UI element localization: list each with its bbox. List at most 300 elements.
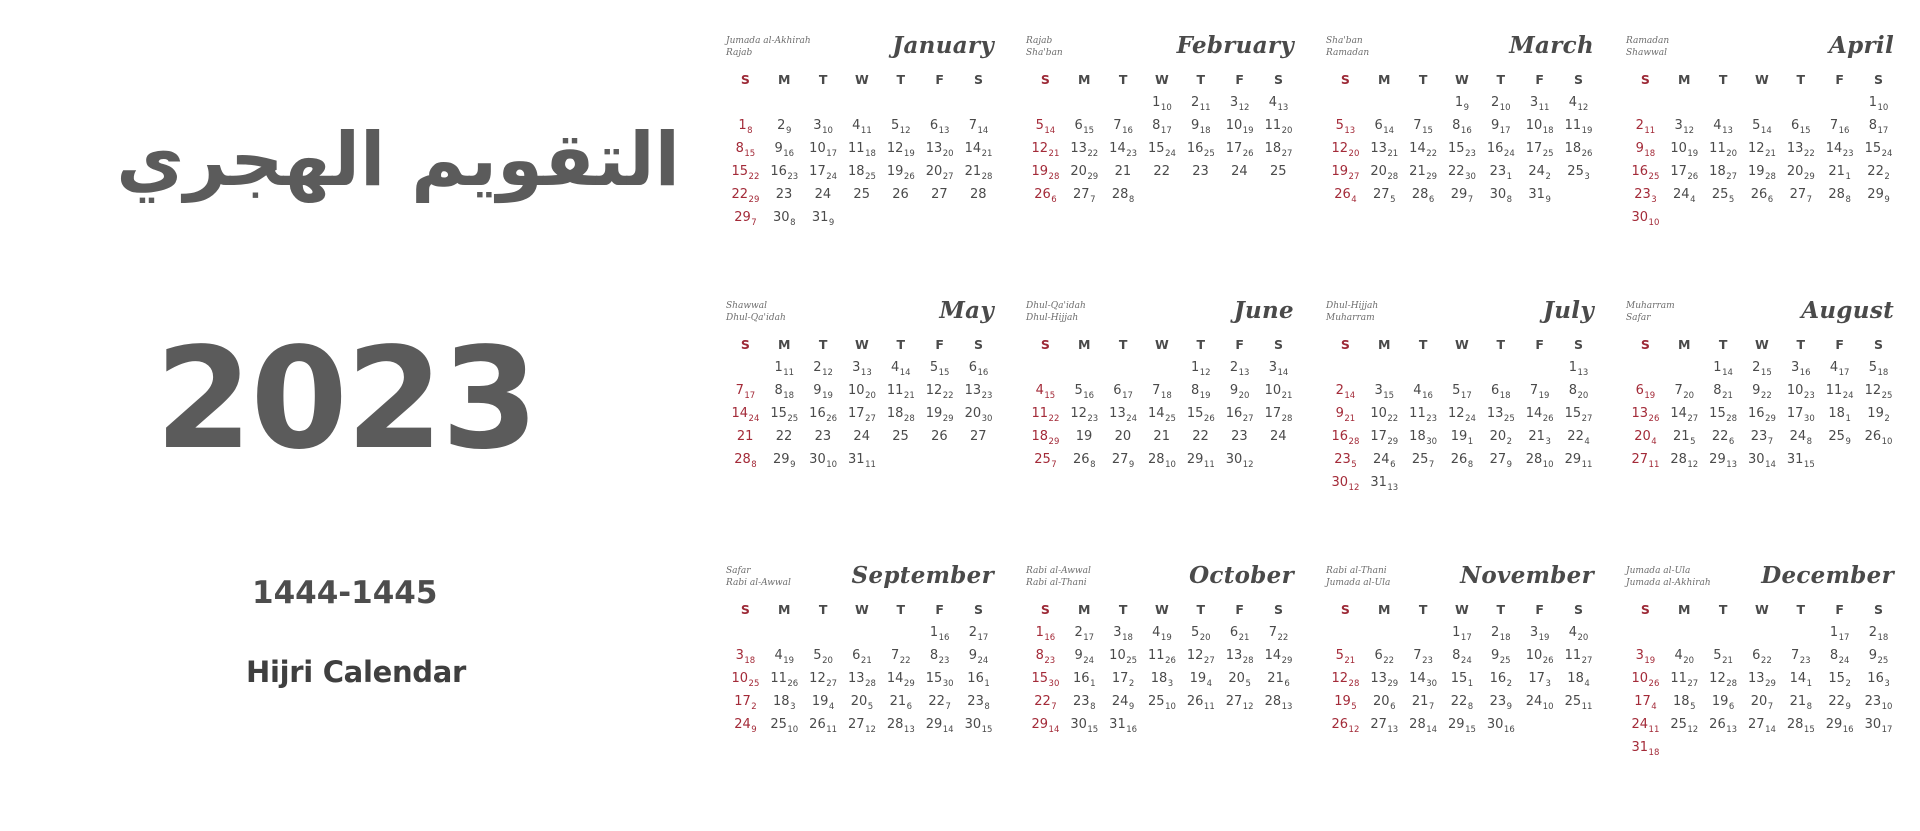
day-number[interactable]: $9_{25}$	[1868, 648, 1889, 666]
day-number[interactable]: $20_4$	[1634, 429, 1657, 447]
day-number[interactable]: $2_9$	[777, 118, 792, 136]
day-number[interactable]: $31_{11}$	[848, 452, 876, 470]
day-number[interactable]: $15_2$	[1828, 671, 1851, 689]
day-number[interactable]: $10_{18}$	[1525, 118, 1554, 136]
day-number[interactable]: $10_{17}$	[809, 141, 838, 159]
day-number[interactable]: $3_{12}$	[1674, 118, 1695, 136]
day-number[interactable]: $16_1$	[967, 671, 990, 689]
day-number[interactable]: $12_{20}$	[1331, 141, 1360, 159]
day-number[interactable]: $2_{11}$	[1635, 118, 1656, 136]
day-number[interactable]: $30_8$	[773, 210, 796, 228]
day-number[interactable]: $17_{25}$	[1525, 141, 1554, 159]
day-number[interactable]: $6_{13}$	[929, 118, 950, 136]
day-number[interactable]: $17_{30}$	[1786, 406, 1815, 424]
day-number[interactable]: $9_{20}$	[1229, 383, 1250, 401]
day-number[interactable]: $7_{22}$	[1268, 625, 1289, 643]
day-number[interactable]: $28_8$	[734, 452, 757, 470]
day-number[interactable]: $5_{20}$	[1190, 625, 1211, 643]
day-number[interactable]: $14_{22}$	[1409, 141, 1438, 159]
day-number[interactable]: $29_9$	[773, 452, 796, 470]
day-number[interactable]: $14_1$	[1789, 671, 1813, 689]
day-number[interactable]: $21_6$	[1267, 671, 1290, 689]
day-number[interactable]: $25_9$	[1828, 429, 1851, 447]
day-number[interactable]: $19_{28}$	[1031, 164, 1060, 182]
day-number[interactable]: 24	[853, 429, 870, 444]
day-number[interactable]: $11_{26}$	[1148, 648, 1176, 666]
day-number[interactable]: $17_{24}$	[809, 164, 838, 182]
day-number[interactable]: $2_{15}$	[1752, 360, 1772, 378]
day-number[interactable]: $15_{30}$	[1031, 671, 1060, 689]
day-number[interactable]: $17_2$	[734, 694, 757, 712]
day-number[interactable]: $8_{15}$	[735, 141, 756, 159]
day-number[interactable]: $19_4$	[1189, 671, 1213, 689]
day-number[interactable]: $25_{12}$	[1670, 717, 1699, 735]
day-number[interactable]: $19_6$	[1711, 694, 1735, 712]
day-number[interactable]: $9_{22}$	[1752, 383, 1772, 401]
day-number[interactable]: $28_6$	[1411, 187, 1435, 205]
day-number[interactable]: $8_{20}$	[1568, 383, 1589, 401]
day-number[interactable]: $10_{19}$	[1670, 141, 1699, 159]
day-number[interactable]: $16_{24}$	[1486, 141, 1515, 159]
day-number[interactable]: $24_{10}$	[1525, 694, 1554, 712]
day-number[interactable]: $25_7$	[1034, 452, 1057, 470]
day-number[interactable]: $27_{12}$	[1225, 694, 1254, 712]
day-number[interactable]: 21	[1153, 429, 1170, 444]
day-number[interactable]: $13_{24}$	[1109, 406, 1138, 424]
day-number[interactable]: $1_9$	[1454, 95, 1470, 113]
day-number[interactable]: $26_4$	[1334, 187, 1357, 205]
day-number[interactable]: $27_9$	[1489, 452, 1513, 470]
day-number[interactable]: $10_{26}$	[1631, 671, 1660, 689]
day-number[interactable]: $23_7$	[1750, 429, 1774, 447]
day-number[interactable]: $3_{14}$	[1268, 360, 1289, 378]
day-number[interactable]: $31_{16}$	[1109, 717, 1138, 735]
day-number[interactable]: $5_{13}$	[1335, 118, 1356, 136]
day-number[interactable]: $13_{29}$	[1370, 671, 1399, 689]
day-number[interactable]: $14_{27}$	[1670, 406, 1699, 424]
day-number[interactable]: $25_5$	[1711, 187, 1735, 205]
day-number[interactable]: $18_{30}$	[1409, 429, 1438, 447]
day-number[interactable]: $21_5$	[1673, 429, 1696, 447]
day-number[interactable]: $31_9$	[1528, 187, 1551, 205]
day-number[interactable]: $31_{15}$	[1786, 452, 1815, 470]
day-number[interactable]: $13_{28}$	[848, 671, 876, 689]
day-number[interactable]: $2_{13}$	[1229, 360, 1250, 378]
day-number[interactable]: $16_1$	[1073, 671, 1096, 689]
day-number[interactable]: $11_{26}$	[770, 671, 799, 689]
day-number[interactable]: $6_{18}$	[1490, 383, 1511, 401]
day-number[interactable]: $26_{11}$	[809, 717, 838, 735]
day-number[interactable]: $13_{25}$	[1486, 406, 1515, 424]
day-number[interactable]: $10_{20}$	[848, 383, 876, 401]
day-number[interactable]: $13_{23}$	[964, 383, 993, 401]
day-number[interactable]: $10_{21}$	[1264, 383, 1293, 401]
day-number[interactable]: $27_5$	[1373, 187, 1396, 205]
day-number[interactable]: $8_{18}$	[774, 383, 795, 401]
day-number[interactable]: $28_{15}$	[1786, 717, 1815, 735]
day-number[interactable]: $18_{26}$	[1564, 141, 1593, 159]
day-number[interactable]: $7_{16}$	[1113, 118, 1133, 136]
day-number[interactable]: $26_{10}$	[1864, 429, 1893, 447]
day-number[interactable]: $5_{14}$	[1035, 118, 1056, 136]
day-number[interactable]: $20_{29}$	[1070, 164, 1099, 182]
day-number[interactable]: $4_{17}$	[1829, 360, 1850, 378]
day-number[interactable]: 24	[814, 187, 832, 202]
day-number[interactable]: $28_8$	[1111, 187, 1135, 205]
day-number[interactable]: $29_{11}$	[1564, 452, 1593, 470]
day-number[interactable]: $15_{28}$	[1709, 406, 1738, 424]
day-number[interactable]: $8_{24}$	[1452, 648, 1472, 666]
day-number[interactable]: $6_{15}$	[1790, 118, 1811, 136]
day-number[interactable]: $28_8$	[1828, 187, 1851, 205]
day-number[interactable]: $21_{29}$	[1409, 164, 1438, 182]
day-number[interactable]: $12_{25}$	[1864, 383, 1893, 401]
day-number[interactable]: $14_{26}$	[1525, 406, 1554, 424]
day-number[interactable]: $14_{23}$	[1109, 141, 1138, 159]
day-number[interactable]: $30_{15}$	[1070, 717, 1099, 735]
day-number[interactable]: $15_{30}$	[925, 671, 954, 689]
day-number[interactable]: $25_7$	[1411, 452, 1435, 470]
day-number[interactable]: $22_2$	[1867, 164, 1890, 182]
day-number[interactable]: $10_{22}$	[1370, 406, 1399, 424]
day-number[interactable]: $12_{24}$	[1448, 406, 1476, 424]
day-number[interactable]: $28_{13}$	[886, 717, 915, 735]
day-number[interactable]: $13_{29}$	[1748, 671, 1776, 689]
day-number[interactable]: $7_{23}$	[1790, 648, 1811, 666]
day-number[interactable]: $12_{28}$	[1709, 671, 1738, 689]
day-number[interactable]: $20_{30}$	[964, 406, 993, 424]
day-number[interactable]: $4_{12}$	[1568, 95, 1589, 113]
day-number[interactable]: $27_7$	[1789, 187, 1813, 205]
day-number[interactable]: $3_{19}$	[1529, 625, 1550, 643]
day-number[interactable]: $4_{13}$	[1713, 118, 1733, 136]
day-number[interactable]: $1_{13}$	[1568, 360, 1589, 378]
day-number[interactable]: $30_{12}$	[1225, 452, 1254, 470]
day-number[interactable]: $15_{24}$	[1148, 141, 1176, 159]
day-number[interactable]: $3_{10}$	[813, 118, 833, 136]
day-number[interactable]: $26_{11}$	[1186, 694, 1215, 712]
day-number[interactable]: $19_2$	[1867, 406, 1890, 424]
day-number[interactable]: $19_{26}$	[886, 164, 915, 182]
day-number[interactable]: $29_7$	[734, 210, 757, 228]
day-number[interactable]: $15_{26}$	[1186, 406, 1215, 424]
day-number[interactable]: $14_{30}$	[1409, 671, 1438, 689]
day-number[interactable]: $28_{14}$	[1409, 717, 1438, 735]
day-number[interactable]: $19_{29}$	[925, 406, 954, 424]
day-number[interactable]: $11_{19}$	[1564, 118, 1593, 136]
day-number[interactable]: $2_{10}$	[1490, 95, 1511, 113]
day-number[interactable]: $9_{21}$	[1335, 406, 1356, 424]
day-number[interactable]: $26_6$	[1750, 187, 1774, 205]
day-number[interactable]: $1_8$	[738, 118, 753, 136]
day-number[interactable]: $23_{10}$	[1864, 694, 1893, 712]
day-number[interactable]: $5_{17}$	[1452, 383, 1472, 401]
day-number[interactable]: 21	[736, 429, 754, 444]
day-number[interactable]: $23_8$	[1073, 694, 1096, 712]
day-number[interactable]: $5_{20}$	[813, 648, 833, 666]
day-number[interactable]: 19	[1075, 429, 1093, 444]
day-number[interactable]: $1_{11}$	[774, 360, 795, 378]
day-number[interactable]: $16_{27}$	[1225, 406, 1254, 424]
day-number[interactable]: $27_{12}$	[848, 717, 876, 735]
day-number[interactable]: $28_{10}$	[1525, 452, 1554, 470]
day-number[interactable]: $9_{19}$	[813, 383, 833, 401]
day-number[interactable]: $15_{24}$	[1864, 141, 1893, 159]
day-number[interactable]: $21_6$	[889, 694, 913, 712]
day-number[interactable]: $10_{26}$	[1525, 648, 1554, 666]
day-number[interactable]: 25	[853, 187, 870, 202]
day-number[interactable]: $17_3$	[1528, 671, 1551, 689]
day-number[interactable]: $14_{29}$	[1264, 648, 1293, 666]
day-number[interactable]: $26_6$	[1034, 187, 1057, 205]
day-number[interactable]: $20_2$	[1489, 429, 1513, 447]
day-number[interactable]: $2_{18}$	[1868, 625, 1889, 643]
day-number[interactable]: $12_{23}$	[1070, 406, 1099, 424]
day-number[interactable]: $17_{27}$	[848, 406, 876, 424]
day-number[interactable]: $3_{15}$	[1374, 383, 1395, 401]
day-number[interactable]: $16_{28}$	[1331, 429, 1360, 447]
day-number[interactable]: $24_8$	[1789, 429, 1813, 447]
day-number[interactable]: $9_{18}$	[1635, 141, 1656, 159]
day-number[interactable]: $22_9$	[1828, 694, 1851, 712]
day-number[interactable]: $9_{24}$	[1074, 648, 1095, 666]
day-number[interactable]: $25_{10}$	[1148, 694, 1176, 712]
day-number[interactable]: $18_4$	[1567, 671, 1590, 689]
day-number[interactable]: $28_{10}$	[1148, 452, 1176, 470]
day-number[interactable]: $29_7$	[1450, 187, 1474, 205]
day-number[interactable]: $23_9$	[1489, 694, 1513, 712]
day-number[interactable]: $4_{14}$	[890, 360, 911, 378]
day-number[interactable]: $16_{25}$	[1631, 164, 1660, 182]
day-number[interactable]: $6_{21}$	[852, 648, 872, 666]
day-number[interactable]: $18_{29}$	[1031, 429, 1060, 447]
day-number[interactable]: $20_5$	[850, 694, 874, 712]
day-number[interactable]: $4_{11}$	[852, 118, 872, 136]
day-number[interactable]: $27_{14}$	[1748, 717, 1776, 735]
day-number[interactable]: $19_{27}$	[1331, 164, 1360, 182]
day-number[interactable]: $12_{22}$	[925, 383, 954, 401]
day-number[interactable]: $15_{25}$	[770, 406, 799, 424]
day-number[interactable]: $9_{25}$	[1490, 648, 1511, 666]
day-number[interactable]: $8_{17}$	[1868, 118, 1889, 136]
day-number[interactable]: $6_{22}$	[1752, 648, 1772, 666]
day-number[interactable]: $7_{20}$	[1674, 383, 1695, 401]
day-number[interactable]: $2_{18}$	[1490, 625, 1511, 643]
day-number[interactable]: $4_{20}$	[1568, 625, 1589, 643]
day-number[interactable]: $2_{17}$	[968, 625, 989, 643]
day-number[interactable]: $22_{29}$	[731, 187, 760, 205]
day-number[interactable]: $26_{12}$	[1331, 717, 1360, 735]
day-number[interactable]: $7_{14}$	[968, 118, 989, 136]
day-number[interactable]: $18_3$	[1150, 671, 1174, 689]
day-number[interactable]: $20_6$	[1373, 694, 1396, 712]
day-number[interactable]: $11_{20}$	[1264, 118, 1293, 136]
day-number[interactable]: $29_{11}$	[1186, 452, 1215, 470]
day-number[interactable]: $30_{16}$	[1486, 717, 1515, 735]
day-number[interactable]: $15_1$	[1450, 671, 1474, 689]
day-number[interactable]: $3_{18}$	[1113, 625, 1133, 643]
day-number[interactable]: $7_{22}$	[890, 648, 911, 666]
day-number[interactable]: $20_7$	[1750, 694, 1774, 712]
day-number[interactable]: $12_{27}$	[809, 671, 838, 689]
day-number[interactable]: $3_{19}$	[1635, 648, 1656, 666]
day-number[interactable]: $8_{23}$	[929, 648, 950, 666]
day-number[interactable]: 25	[1270, 164, 1287, 179]
day-number[interactable]: $11_{23}$	[1409, 406, 1438, 424]
day-number[interactable]: $7_{17}$	[735, 383, 756, 401]
day-number[interactable]: $24_9$	[734, 717, 757, 735]
day-number[interactable]: $14_{25}$	[1148, 406, 1176, 424]
day-number[interactable]: $19_{28}$	[1748, 164, 1776, 182]
day-number[interactable]: $23_8$	[967, 694, 990, 712]
day-number[interactable]: $4_{13}$	[1268, 95, 1289, 113]
day-number[interactable]: $20_{29}$	[1786, 164, 1815, 182]
day-number[interactable]: $12_{21}$	[1748, 141, 1776, 159]
day-number[interactable]: $4_{19}$	[774, 648, 795, 666]
day-number[interactable]: $8_{23}$	[1035, 648, 1056, 666]
day-number[interactable]: $2_{11}$	[1190, 95, 1211, 113]
day-number[interactable]: $13_{22}$	[1070, 141, 1099, 159]
day-number[interactable]: $22_{30}$	[1448, 164, 1476, 182]
day-number[interactable]: $8_{16}$	[1452, 118, 1472, 136]
day-number[interactable]: $3_{12}$	[1229, 95, 1250, 113]
day-number[interactable]: $3_{16}$	[1790, 360, 1811, 378]
day-number[interactable]: $5_{18}$	[1868, 360, 1889, 378]
day-number[interactable]: $13_{22}$	[1786, 141, 1815, 159]
day-number[interactable]: 26	[892, 187, 909, 202]
day-number[interactable]: $11_{27}$	[1564, 648, 1593, 666]
day-number[interactable]: $16_{29}$	[1748, 406, 1776, 424]
day-number[interactable]: $17_{29}$	[1370, 429, 1399, 447]
day-number[interactable]: $31_9$	[811, 210, 835, 228]
day-number[interactable]: $17_{26}$	[1225, 141, 1254, 159]
day-number[interactable]: $1_{10}$	[1152, 95, 1172, 113]
day-number[interactable]: $26_{13}$	[1709, 717, 1738, 735]
day-number[interactable]: 22	[775, 429, 793, 444]
day-number[interactable]: $7_{18}$	[1152, 383, 1172, 401]
day-number[interactable]: $13_{26}$	[1631, 406, 1660, 424]
day-number[interactable]: $15_{22}$	[731, 164, 760, 182]
day-number[interactable]: $6_{22}$	[1374, 648, 1395, 666]
day-number[interactable]: $20_{27}$	[925, 164, 954, 182]
day-number[interactable]: $30_{17}$	[1864, 717, 1893, 735]
day-number[interactable]: $20_{28}$	[1370, 164, 1399, 182]
day-number[interactable]: $6_{19}$	[1635, 383, 1656, 401]
day-number[interactable]: $21_1$	[1828, 164, 1851, 182]
day-number[interactable]: $18_{25}$	[848, 164, 876, 182]
day-number[interactable]: $11_{22}$	[1031, 406, 1060, 424]
day-number[interactable]: $13_{21}$	[1370, 141, 1399, 159]
day-number[interactable]: $16_3$	[1867, 671, 1890, 689]
day-number[interactable]: $14_{29}$	[886, 671, 915, 689]
day-number[interactable]: $20_5$	[1228, 671, 1251, 689]
day-number[interactable]: $24_{11}$	[1631, 717, 1660, 735]
day-number[interactable]: $21_8$	[1789, 694, 1813, 712]
day-number[interactable]: $23_1$	[1489, 164, 1513, 182]
day-number[interactable]: $4_{19}$	[1152, 625, 1172, 643]
day-number[interactable]: $1_{16}$	[929, 625, 950, 643]
day-number[interactable]: $9_{17}$	[1490, 118, 1511, 136]
day-number[interactable]: $8_{21}$	[1713, 383, 1733, 401]
day-number[interactable]: $11_{24}$	[1825, 383, 1854, 401]
day-number[interactable]: $11_{20}$	[1709, 141, 1738, 159]
day-number[interactable]: $18_1$	[1828, 406, 1851, 424]
day-number[interactable]: $1_{10}$	[1868, 95, 1889, 113]
day-number[interactable]: $1_{12}$	[1190, 360, 1211, 378]
day-number[interactable]: $8_{19}$	[1190, 383, 1211, 401]
day-number[interactable]: $4_{16}$	[1413, 383, 1433, 401]
day-number[interactable]: 27	[931, 187, 948, 202]
day-number[interactable]: $29_{13}$	[1709, 452, 1738, 470]
day-number[interactable]: $6_{15}$	[1074, 118, 1095, 136]
day-number[interactable]: $18_{27}$	[1264, 141, 1293, 159]
day-number[interactable]: $27_9$	[1111, 452, 1135, 470]
day-number[interactable]: $28_{12}$	[1670, 452, 1699, 470]
day-number[interactable]: $7_{23}$	[1413, 648, 1433, 666]
day-number[interactable]: 23	[1231, 429, 1248, 444]
day-number[interactable]: $24_9$	[1111, 694, 1135, 712]
day-number[interactable]: $30_{10}$	[809, 452, 838, 470]
day-number[interactable]: $17_{28}$	[1264, 406, 1293, 424]
day-number[interactable]: $29_{16}$	[1825, 717, 1854, 735]
day-number[interactable]: $8_{24}$	[1829, 648, 1850, 666]
day-number[interactable]: $6_{16}$	[968, 360, 989, 378]
day-number[interactable]: $12_{19}$	[886, 141, 915, 159]
day-number[interactable]: $3_{13}$	[852, 360, 872, 378]
day-number[interactable]: $25_{11}$	[1564, 694, 1593, 712]
day-number[interactable]: $18_{27}$	[1709, 164, 1738, 182]
day-number[interactable]: $2_{12}$	[813, 360, 833, 378]
day-number[interactable]: $27_{13}$	[1370, 717, 1399, 735]
day-number[interactable]: $6_{14}$	[1374, 118, 1395, 136]
day-number[interactable]: 27	[970, 429, 987, 444]
day-number[interactable]: $1_{17}$	[1829, 625, 1850, 643]
day-number[interactable]: $14_{21}$	[964, 141, 993, 159]
day-number[interactable]: $5_{15}$	[929, 360, 950, 378]
day-number[interactable]: $24_2$	[1528, 164, 1551, 182]
day-number[interactable]: $1_{14}$	[1713, 360, 1733, 378]
day-number[interactable]: 28	[970, 187, 987, 202]
day-number[interactable]: $11_{27}$	[1670, 671, 1699, 689]
day-number[interactable]: $3_{18}$	[735, 648, 756, 666]
day-number[interactable]: $3_{11}$	[1529, 95, 1550, 113]
day-number[interactable]: $27_7$	[1073, 187, 1096, 205]
day-number[interactable]: $9_{16}$	[774, 141, 795, 159]
day-number[interactable]: $19_5$	[1334, 694, 1357, 712]
day-number[interactable]: 20	[1114, 429, 1132, 444]
day-number[interactable]: $18_{28}$	[886, 406, 915, 424]
day-number[interactable]: 23	[1192, 164, 1209, 179]
day-number[interactable]: $30_{10}$	[1631, 210, 1660, 228]
day-number[interactable]: $15_{27}$	[1564, 406, 1593, 424]
day-number[interactable]: $16_{26}$	[809, 406, 838, 424]
day-number[interactable]: $5_{12}$	[890, 118, 911, 136]
day-number[interactable]: $1_{16}$	[1035, 625, 1056, 643]
day-number[interactable]: $5_{14}$	[1752, 118, 1772, 136]
day-number[interactable]: $23_3$	[1634, 187, 1657, 205]
day-number[interactable]: $29_{14}$	[925, 717, 954, 735]
day-number[interactable]: $2_{14}$	[1335, 383, 1356, 401]
day-number[interactable]: $21_{28}$	[964, 164, 993, 182]
day-number[interactable]: $16_{25}$	[1186, 141, 1215, 159]
day-number[interactable]: $29_{15}$	[1448, 717, 1476, 735]
day-number[interactable]: $22_6$	[1711, 429, 1735, 447]
day-number[interactable]: $11_{21}$	[886, 383, 915, 401]
day-number[interactable]: $4_{15}$	[1035, 383, 1056, 401]
day-number[interactable]: $11_{18}$	[848, 141, 876, 159]
day-number[interactable]: $5_{21}$	[1335, 648, 1356, 666]
day-number[interactable]: $18_5$	[1673, 694, 1696, 712]
